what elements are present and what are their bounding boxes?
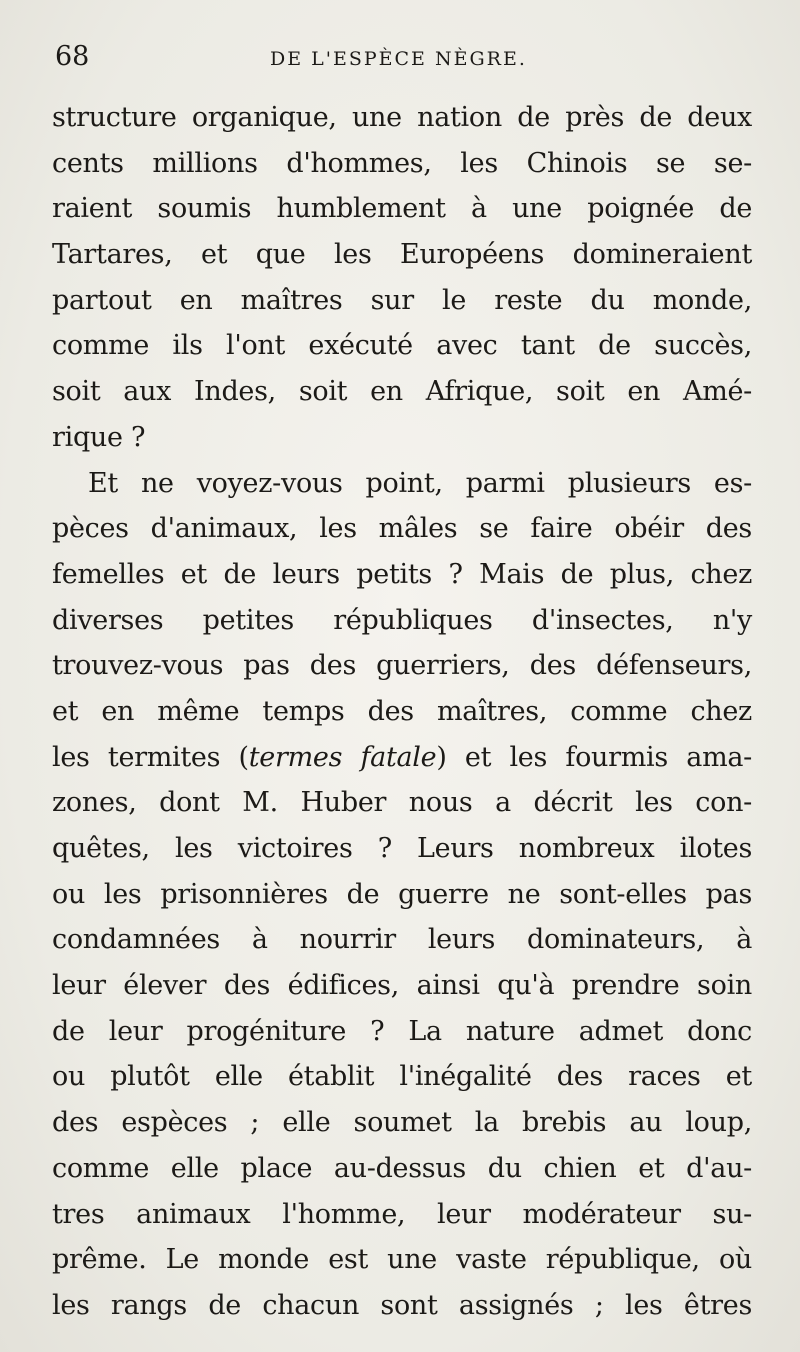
text-line: diverses petites républiques d'insectes, n'y [52, 604, 752, 636]
text-line: cents millions d'hommes, les Chinois se se- [52, 147, 752, 179]
paragraph-end-line: rique ? [52, 421, 146, 453]
text-line: des espèces ; elle soumet la brebis au loup, [52, 1107, 752, 1139]
text-line: raient soumis humblement à une poignée de [52, 193, 752, 225]
text-line: pèces d'animaux, les mâles se faire obéir des [52, 513, 752, 545]
text-line: comme elle place au-dessus du chien et d'au- [52, 1152, 752, 1184]
text-line: ou plutôt elle établit l'inégalité des races et [52, 1061, 752, 1093]
text-line: femelles et de leurs petits ? Mais de plus, chez [52, 558, 752, 590]
text-line: leur élever des édifices, ainsi qu'à prendre soin [52, 970, 752, 1002]
text-line: soit aux Indes, soit en Afrique, soit en Amé- [52, 376, 752, 408]
running-head: DE L'ESPÈCE NÈGRE. [270, 48, 527, 70]
text-line: condamnées à nourrir leurs dominateurs, à [52, 924, 752, 956]
text-line: quêtes, les victoires ? Leurs nombreux ilotes [52, 833, 752, 864]
text-line: tres animaux l'homme, leur modérateur su- [52, 1198, 752, 1230]
text-line: structure organique, une nation de près de deux [52, 102, 752, 133]
page-number: 68 [55, 41, 90, 72]
text-line: partout en maîtres sur le reste du monde, [52, 284, 752, 316]
text-line: zones, dont M. Huber nous a décrit les con- [52, 787, 752, 819]
text-line: et en même temps des maîtres, comme chez [52, 695, 752, 727]
paragraph-start-line: Et ne voyez-vous point, parmi plusieurs es- [88, 467, 752, 499]
text-line: de leur progéniture ? La nature admet donc [52, 1015, 752, 1047]
text-line: les termites (termes fatale) et les fourmis ama- [52, 741, 752, 773]
page-header [55, 40, 755, 80]
text-line: Tartares, et que les Européens domineraient [52, 239, 752, 271]
text-line: les rangs de chacun sont assignés ; les êtres [52, 1289, 752, 1321]
text-line: prême. Le monde est une vaste république, où [52, 1244, 752, 1276]
text-line: comme ils l'ont exécuté avec tant de succès, [52, 330, 752, 362]
species-name-italic: termes fatale [248, 741, 437, 773]
body-text [52, 95, 752, 1329]
text-line: trouvez-vous pas des guerriers, des défenseurs, [52, 650, 752, 682]
text-line: ou les prisonnières de guerre ne sont-elles pas [52, 878, 752, 910]
